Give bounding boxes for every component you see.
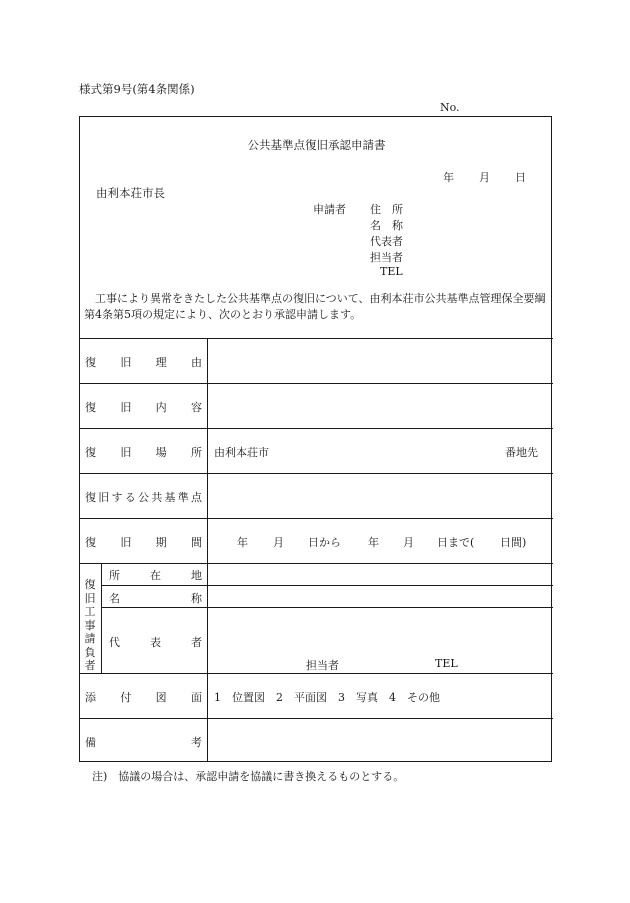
divider (80, 428, 553, 429)
row-label-remarks: 備 考 (85, 736, 202, 749)
attachments-list[interactable]: 1 位置図 2 平面図 3 写真 4 その他 (214, 691, 440, 704)
date-month[interactable]: 月 (479, 171, 490, 184)
addressee: 由利本荘市長 (96, 186, 165, 200)
applicant-address-label[interactable]: 住 所 (370, 203, 403, 216)
contractor-tel-label[interactable]: TEL (435, 657, 458, 670)
period-start-year[interactable]: 年 (237, 536, 248, 549)
applicant-contact-label[interactable]: 担当者 (370, 251, 403, 264)
row-label-point: 復 旧 す る 公 共 基 準 点 (85, 491, 202, 504)
period-start-day[interactable]: 日から (308, 536, 341, 549)
applicant-tel-label[interactable]: TEL (380, 265, 403, 278)
row-label-reason: 復 旧 理 由 (85, 356, 202, 369)
row-label-place: 復 旧 場 所 (85, 446, 202, 459)
date-year[interactable]: 年 (443, 171, 454, 184)
contractor-contact-label[interactable]: 担当者 (306, 659, 339, 672)
row-label-contractor-location: 所 在 地 (109, 569, 202, 582)
divider (80, 673, 553, 674)
application-statement: 工事により異常をきたした公共基準点の復旧について、由利本荘市公共基準点管理保全要綱第4条第5項の規定により、次のとおり承認申請します。 (84, 292, 546, 321)
application-form (79, 116, 552, 762)
period-end-month[interactable]: 月 (403, 536, 414, 549)
applicant-label: 申請者 (313, 203, 346, 216)
period-end-day[interactable]: 日まで( (437, 536, 475, 549)
document-number-label: No. (440, 101, 460, 114)
contractor-name-field[interactable] (208, 586, 552, 607)
contractor-group-label: 復旧工事請負者 (84, 578, 96, 672)
form-title: 公共基準点復旧承認申請書 (247, 138, 386, 152)
point-field[interactable] (208, 474, 552, 518)
row-label-content: 復 旧 内 容 (85, 401, 202, 414)
applicant-name-label[interactable]: 名 称 (370, 219, 403, 232)
column-divider (101, 563, 102, 673)
content-field[interactable] (208, 384, 552, 428)
row-label-contractor-representative: 代 表 者 (109, 636, 202, 649)
row-label-attachments: 添 付 図 面 (85, 691, 202, 704)
row-label-period: 復 旧 期 間 (85, 536, 202, 549)
period-start-month[interactable]: 月 (273, 536, 284, 549)
remarks-field[interactable] (208, 719, 552, 761)
date-day[interactable]: 日 (515, 171, 526, 184)
footnote: 注) 協議の場合は、承認申請を協議に書き換えるものとする。 (92, 770, 405, 783)
divider (80, 518, 553, 519)
period-end-year[interactable]: 年 (368, 536, 379, 549)
form-number: 様式第9号(第4条関係) (79, 82, 195, 96)
period-days[interactable]: 日間) (500, 536, 527, 549)
place-suffix: 番地先 (505, 446, 538, 459)
contractor-location-field[interactable] (208, 564, 552, 585)
place-city[interactable]: 由利本荘市 (214, 446, 269, 459)
divider (101, 607, 553, 608)
row-label-contractor-name: 名 称 (109, 592, 202, 605)
applicant-representative-label[interactable]: 代表者 (370, 235, 403, 248)
reason-field[interactable] (208, 339, 552, 383)
